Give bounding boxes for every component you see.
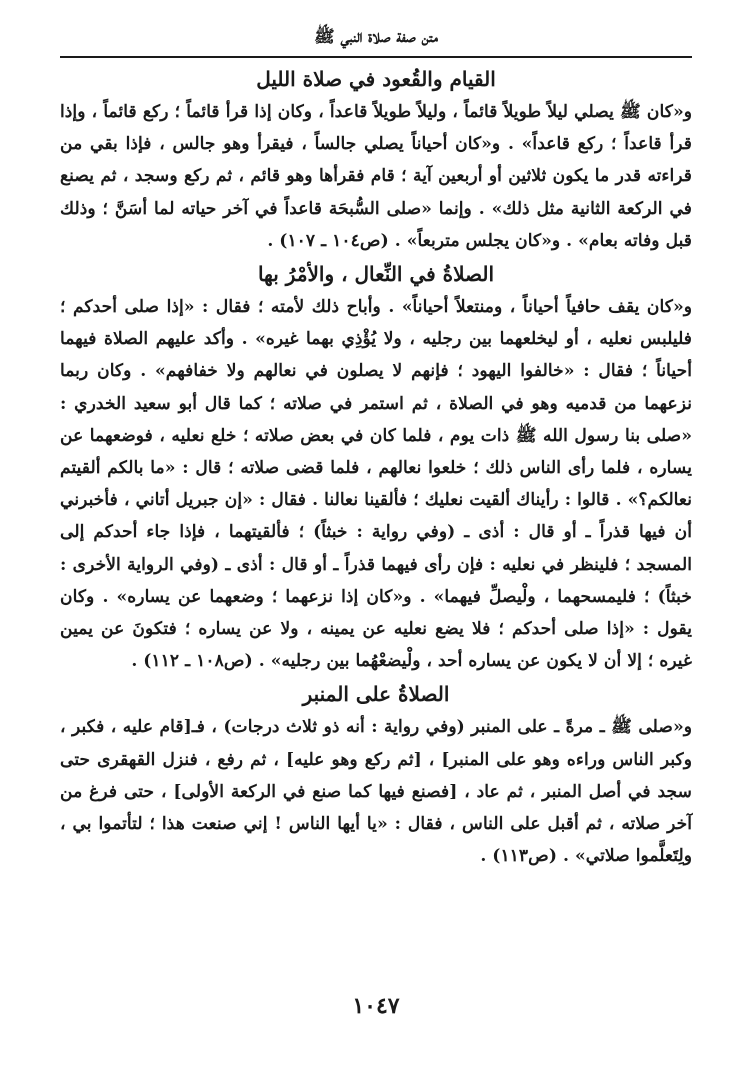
section-paragraph: و«كان ﷺ يصلي ليلاً طويلاً قائماً ، وليلاً طويلاً قاعداً ، وكان إذا قرأ قائماً ؛ ركع قائماً ، وإذا قرأ قاعداً ؛ ركع قاعداً» . و«كان أحياناً يصلي جالساً ، فيقرأ وهو جالس ، فإذا بقي من قراءته قدر ما يكون ثلاثين أو أربعين آية ؛ قام فقرأها وهو قائم ، ثم ركع وسجد ، ثم يصنع في الركعة الثانية مثل ذلك» . وإنما «صلى السُّبحَة قاعداً في آخر حياته لما أسَنَّ ؛ وذلك قبل وفاته بعام» . و«كان يجلس متربعاً» . (ص١٠٤ ـ ١٠٧) . (60, 102, 692, 251)
section-paragraph: و«صلى ﷺ ـ مرةً ـ على المنبر (وفي رواية : أنه ذو ثلاث درجات) ، فـ[قام عليه ، فكبر ، وكبر الناس وراءه وهو على المنبر] ، [ثم ركع وهو عليه] ، ثم رفع ، فنزل القهقرى حتى سجد في أصل المنبر ، ثم عاد ، [فصنع فيها كما صنع في الركعة الأولى] ، حتى فرغ من آخر صلاته ، ثم أقبل على الناس ، فقال : «يا أيها الناس ! إني صنعت هذا ؛ لتأتموا بي ، ولِتَعلَّموا صلاتي» . (ص١١٣) . (60, 717, 692, 867)
section-heading: الصلاةُ في النِّعال ، والأمْرُ بها (257, 262, 495, 287)
section-night-prayer (60, 62, 692, 257)
section-paragraph: و«كان يقف حافياً أحياناً ، ومنتعلاً أحياناً» . وأباح ذلك لأمته ؛ فقال : «إذا صلى أحدكم ؛ فليلبس نعليه ، أو ليخلعهما بين رجليه ، ولا يُؤْذِي بهما غيره» . وأكد عليهم الصلاة فيهما أحياناً ؛ فقال : «خالفوا اليهود ؛ فإنهم لا يصلون في نعالهم ولا خفافهم» . وكان ربما نزعهما من قدميه وهو في الصلاة ، ثم استمر في صلاته ؛ كما قال أبو سعيد الخدري : «صلى بنا رسول الله ﷺ ذات يوم ، فلما كان في بعض صلاته ؛ خلع نعليه ، فوضعهما عن يساره ، فلما رأى الناس ذلك ؛ خلعوا نعالهم ، فلما قضى صلاته ؛ قال : «ما بالكم ألقيتم نعالكم؟» . قالوا : رأيناك ألقيت نعليك ؛ فألقينا نعالنا . فقال : «إن جبريل أتاني ، فأخبرني أن فيها قذراً ـ أو قال : أذى ـ (وفي رواية : خبثاً) ؛ فألقيتهما ، فإذا جاء أحدكم إلى المسجد ؛ فلينظر في نعليه : فإن رأى فيهما قذراً ـ أو قال : أذى ـ (وفي الرواية الأخرى : خبثاً) ؛ فليمسحهما ، ولْيصلِّ فيهما» . و«كان إذا نزعهما ؛ وضعهما عن يساره» . وكان يقول : «إذا صلى أحدكم ؛ فلا يضع نعليه عن يمينه ، ولا عن يساره ؛ فتكونَ عن يمين غيره ؛ إلا أن لا يكون عن يساره أحد ، ولْيضعْهُما بين رجليه» . (ص١٠٨ ـ ١١٢) . (60, 297, 692, 672)
section-heading: القيام والقُعود في صلاة الليل (256, 67, 496, 91)
section-sandals (60, 257, 692, 677)
running-head: متن صفة صلاة النبي ﷺ (314, 27, 438, 47)
page-body (60, 62, 692, 872)
header-rule (60, 56, 692, 58)
page-number: ١٠٤٧ (352, 993, 400, 1019)
section-minbar (60, 677, 692, 872)
section-heading: الصلاةُ على المنبر (302, 682, 450, 707)
